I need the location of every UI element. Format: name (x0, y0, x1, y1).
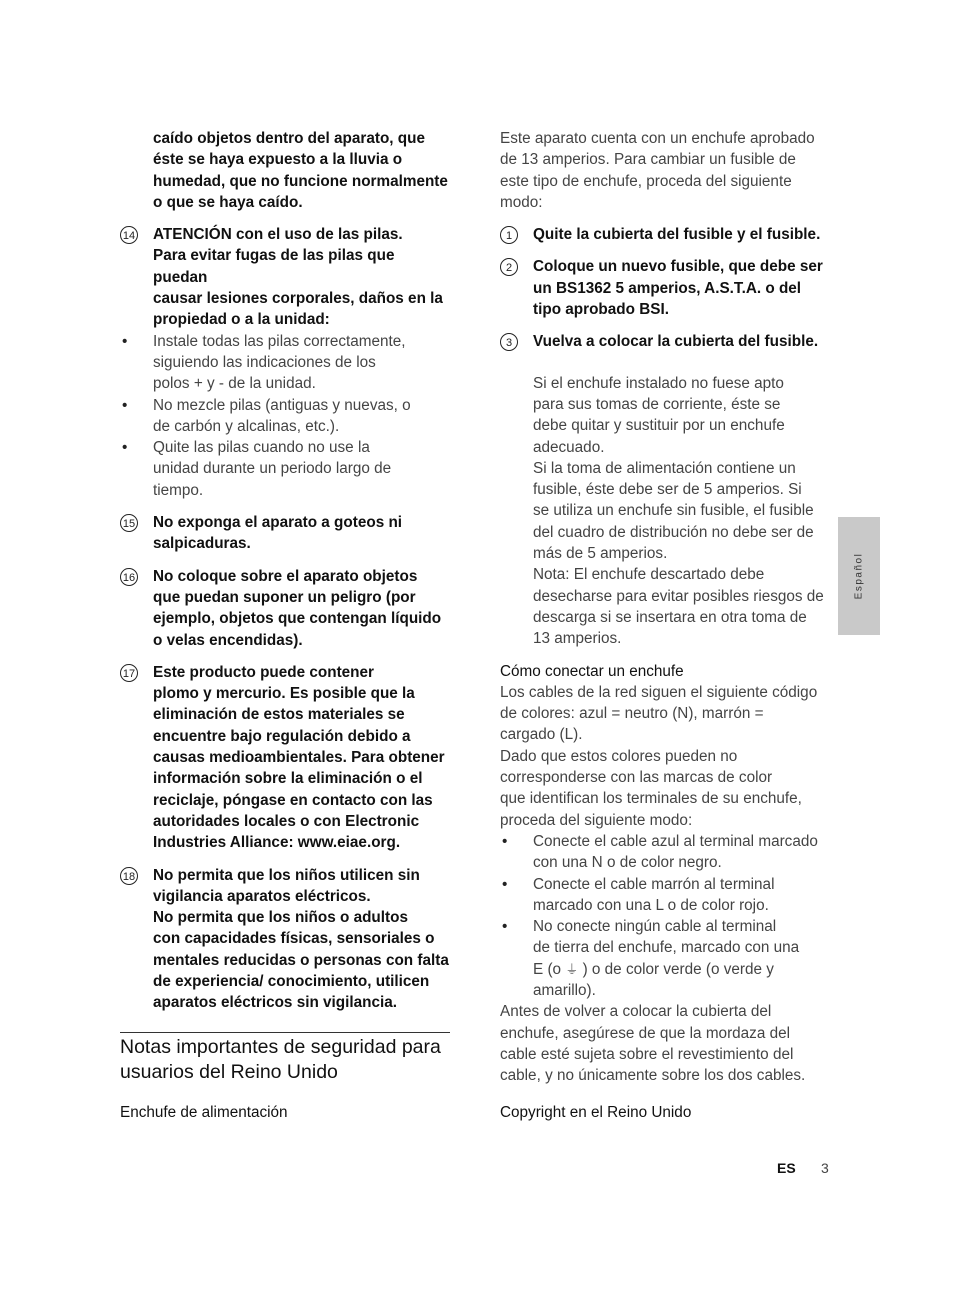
plug-heading: Enchufe de alimentación (120, 1103, 288, 1121)
step-2 (500, 256, 830, 320)
language-side-tab (838, 517, 880, 635)
page-number: 3 (821, 1160, 829, 1176)
bullet-item: • Conecte el cable azul al terminal marcado con una N o de color negro. (500, 831, 830, 874)
earth-prefix: E (o (533, 960, 566, 978)
battery-bullets (120, 331, 450, 501)
fuse-intro: Este aparato cuenta con un enchufe aprobado de 13 amperios. Para cambiar un fusible de este tipo de enchufe, proceda del siguiente modo: (500, 130, 815, 211)
plug-note: Si el enchufe instalado no fuese apto para sus tomas de corriente, éste se debe quitar y sustituir por un enchufe adecuado. Si la toma de alimentación contiene un fusible, éste debe ser de 5 amperios. Si se utiliza un enchufe sin fusible, el fusible del cuadro de distribución no debe ser de más de 5 amperios. Nota: El enchufe descartado debe desecharse para evitar posibles riesgos de descarga si se insertara en otra toma de 13 amperios. (533, 374, 824, 648)
earth-suffix: ) o de color verde (o verde y (578, 960, 774, 978)
item-18-text: No permita que los niños utilicen sin vigilancia aparatos eléctricos. No permita que los niños o adultos con capacidades físicas, sensoriales o mentales reducidas o personas con falta de experiencia/ conocimiento, utilicen aparatos eléctricos sin vigilancia. (153, 866, 449, 1012)
step-3 (500, 331, 830, 352)
item-17-text: Este producto puede contener plomo y mercurio. Es posible que la eliminación de estos materiales se encuentre bajo regulación debido a causas medioambientales. Para obtener información sobre la eliminación o el reciclaje, póngase en contacto con las autoridades locales o con Electronic Industries Alliance: www.eiae.org. (153, 663, 445, 852)
item-17 (120, 662, 450, 854)
bullet-item: • Instale todas las pilas correctamente, siguiendo las indicaciones de los polos + y - de la unidad. (120, 331, 450, 395)
bullet-item: • No mezcle pilas (antiguas y nuevas, o de carbón y alcalinas, etc.). (120, 395, 450, 438)
step-1-text: Quite la cubierta del fusible y el fusible. (533, 226, 821, 244)
bullet-3-earth-line (533, 959, 830, 980)
page-footer (777, 1160, 829, 1176)
number-circle-2: 2 (500, 258, 518, 276)
item13-continuation: caído objetos dentro del aparato, que éste se haya expuesto a la lluvia o humedad, que no funcione normalmente o que se haya caído. (153, 130, 448, 211)
connect-heading: Cómo conectar un enchufe (500, 662, 684, 680)
step-1 (500, 224, 830, 245)
item-16-text: No coloque sobre el aparato objetos que puedan suponer un peligro (por ejemplo, objetos que contengan líquido o velas encendidas). (153, 567, 442, 649)
number-circle-15: 15 (120, 514, 138, 532)
number-circle-18: 18 (120, 867, 138, 885)
step-2-text: Coloque un nuevo fusible, que debe ser un BS1362 5 amperios, A.S.T.A. o del tipo aprobado BSI. (533, 258, 823, 319)
footer-language: ES (777, 1160, 796, 1176)
number-circle-3: 3 (500, 333, 518, 351)
number-circle-16: 16 (120, 568, 138, 586)
left-column (120, 128, 450, 1123)
bullet-3-text: • No conecte ningún cable al terminal de tierra del enchufe, marcado con una (533, 918, 800, 957)
connect-text: Los cables de la red siguen el siguiente código de colores: azul = neutro (N), marrón = cargado (L). Dado que estos colores pueden no corresponderse con las marcas de color que identifican los terminales de su enchufe, proceda del siguiente modo: (500, 683, 818, 829)
earth-ground-icon: ⏚ (565, 961, 579, 977)
side-tab-label: Español (853, 552, 865, 600)
item-16 (120, 566, 450, 651)
bullet-item: • Conecte el cable marrón al terminal marcado con una L o de color rojo. (500, 874, 830, 917)
number-circle-17: 17 (120, 664, 138, 682)
bullet-item (500, 916, 830, 1001)
item-14 (120, 224, 450, 501)
item-14-text: ATENCIÓN con el uso de las pilas. Para evitar fugas de las pilas que puedan causar lesiones corporales, daños en la propiedad o a la unidad: (153, 226, 443, 329)
item-15 (120, 512, 450, 555)
step-3-text: Vuelva a colocar la cubierta del fusible. (533, 333, 819, 351)
right-column (500, 128, 830, 1124)
closing-text: Antes de volver a colocar la cubierta del enchufe, asegúrese de que la mordaza del cable esté sujeta sobre el revestimiento del cable, y no únicamente sobre los dos cables. (500, 1003, 806, 1085)
item-15-text: No exponga el aparato a goteos ni salpicaduras. (153, 514, 403, 553)
copyright-heading: Copyright en el Reino Unido (500, 1104, 692, 1122)
wiring-bullets (500, 831, 830, 1001)
number-circle-14: 14 (120, 226, 138, 244)
number-circle-1: 1 (500, 226, 518, 244)
section-divider (120, 1032, 450, 1123)
section-title: Notas importantes de seguridad para usuarios del Reino Unido (120, 1035, 441, 1083)
bullet-3-last: amarillo). (533, 981, 596, 999)
item-18 (120, 865, 450, 1014)
bullet-item: • Quite las pilas cuando no use la unidad durante un periodo largo de tiempo. (120, 437, 450, 501)
